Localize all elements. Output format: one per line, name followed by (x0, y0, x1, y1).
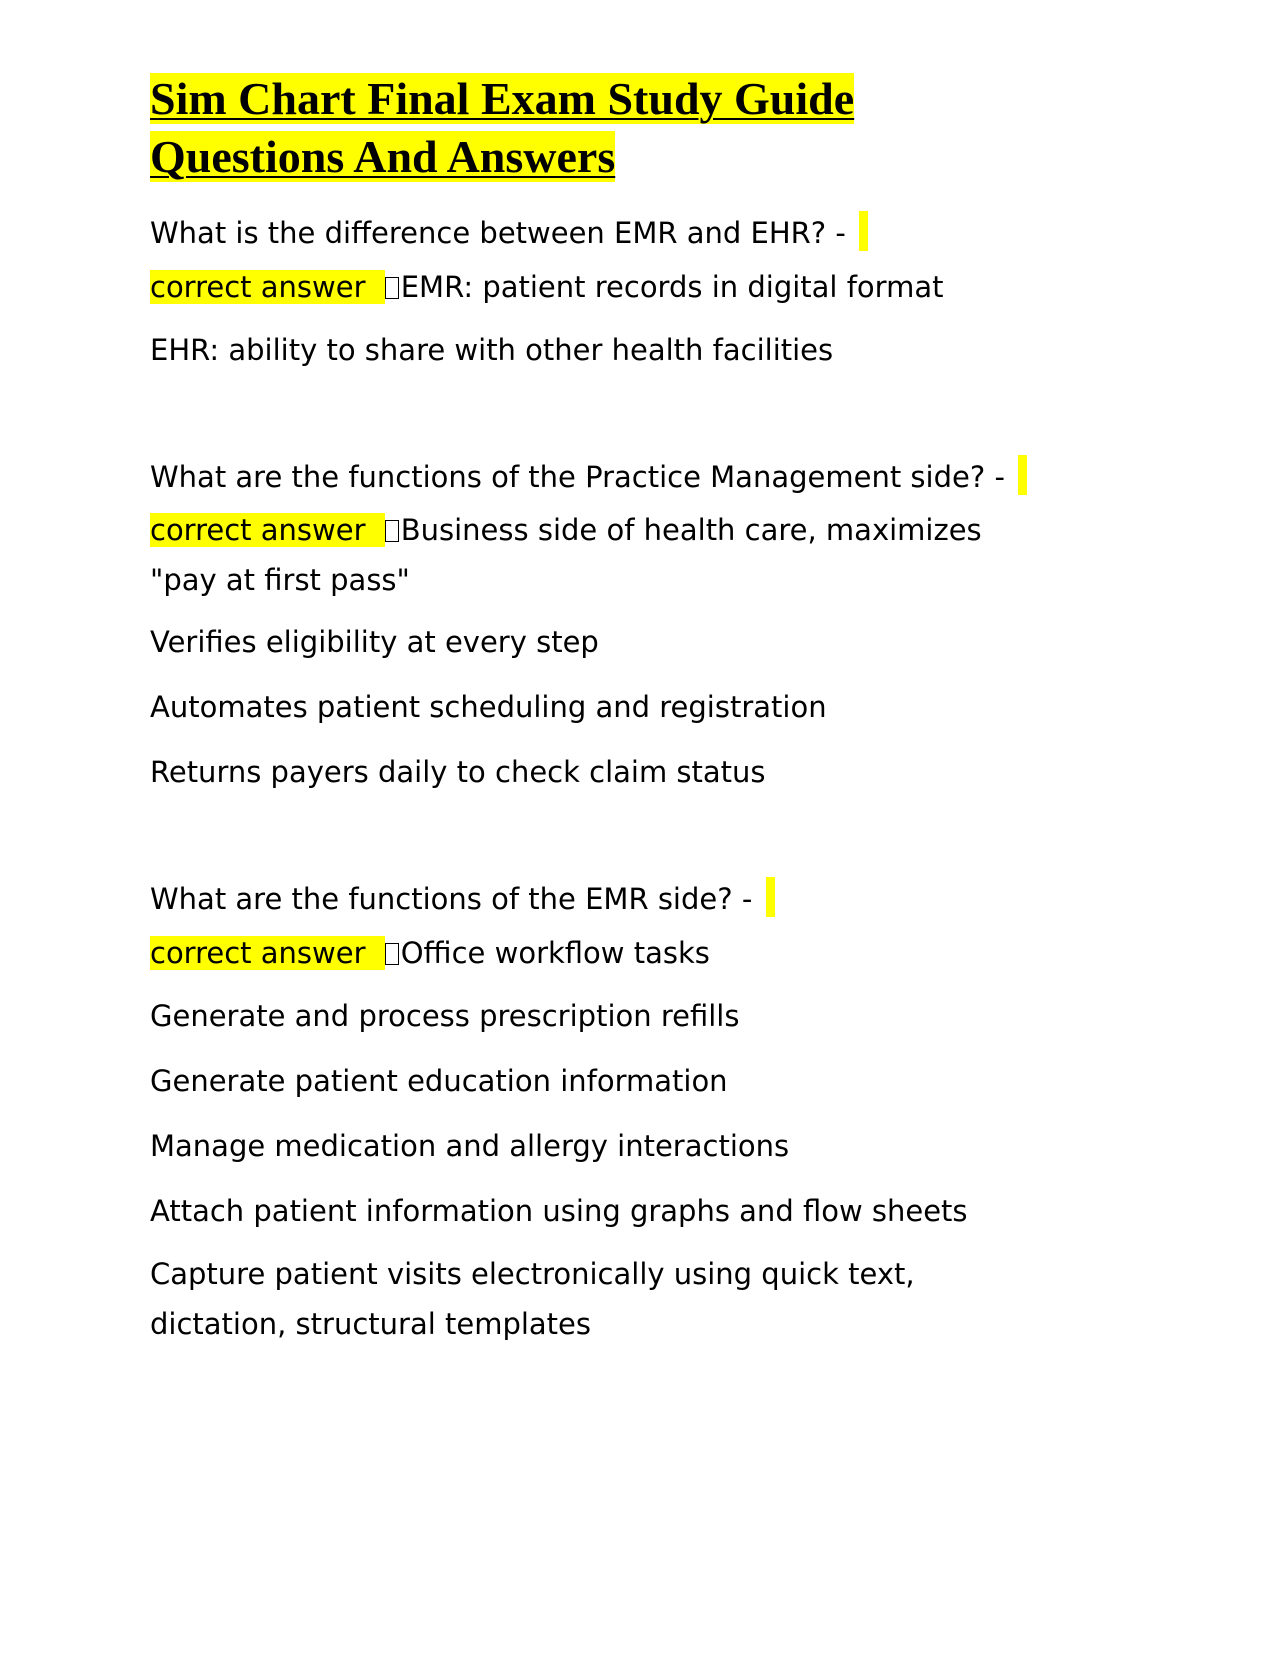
correct-answer-label: correct answer (150, 936, 385, 970)
missing-glyph-icon (385, 943, 399, 965)
answer-2 (150, 505, 1050, 605)
document-page (150, 70, 1130, 1359)
document-title (150, 70, 1130, 186)
question-2-text: What are the functions of the Practice Management side? - (150, 460, 1015, 494)
answer-2-line: Verifies eligibility at every step (150, 625, 599, 659)
answer-1 (150, 261, 1130, 313)
title-line-1: Sim Chart Final Exam Study Guide (150, 73, 855, 124)
answer-3-text: Office workflow tasks (400, 936, 710, 970)
qa-block-1 (150, 206, 1130, 378)
missing-glyph-icon (385, 277, 399, 299)
answer-3-line: Generate patient education information (150, 1064, 728, 1098)
qa-block-2 (150, 450, 1130, 800)
answer-2-line: Automates patient scheduling and registration (150, 690, 827, 724)
qa-block-3 (150, 872, 1130, 1349)
question-1-text: What is the difference between EMR and EHR? - (150, 216, 856, 250)
answer-3-line: Attach patient information using graphs and flow sheets (150, 1194, 968, 1228)
missing-glyph-icon (385, 520, 399, 542)
answer-3 (150, 927, 1130, 979)
question-3 (150, 872, 1130, 927)
highlight-mark (1018, 455, 1027, 495)
correct-answer-label: correct answer (150, 270, 385, 304)
highlight-mark (766, 877, 775, 917)
answer-3-line: Generate and process prescription refills (150, 999, 740, 1033)
question-1 (150, 206, 1130, 261)
answer-2-text: Business side of health care, maximizes "pay at first pass" (150, 513, 982, 597)
answer-3-line: Manage medication and allergy interactions (150, 1129, 790, 1163)
answer-1-line: EHR: ability to share with other health facilities (150, 333, 834, 367)
highlight-mark (859, 211, 868, 251)
question-2 (150, 450, 1130, 505)
question-3-text: What are the functions of the EMR side? - (150, 882, 762, 916)
answer-1-text: EMR: patient records in digital format (400, 270, 944, 304)
answer-2-line: Returns payers daily to check claim status (150, 755, 766, 789)
correct-answer-label: correct answer (150, 513, 385, 547)
title-line-2: Questions And Answers (150, 131, 616, 182)
answer-3-line: Capture patient visits electronically using quick text, dictation, structural templates (150, 1257, 915, 1341)
